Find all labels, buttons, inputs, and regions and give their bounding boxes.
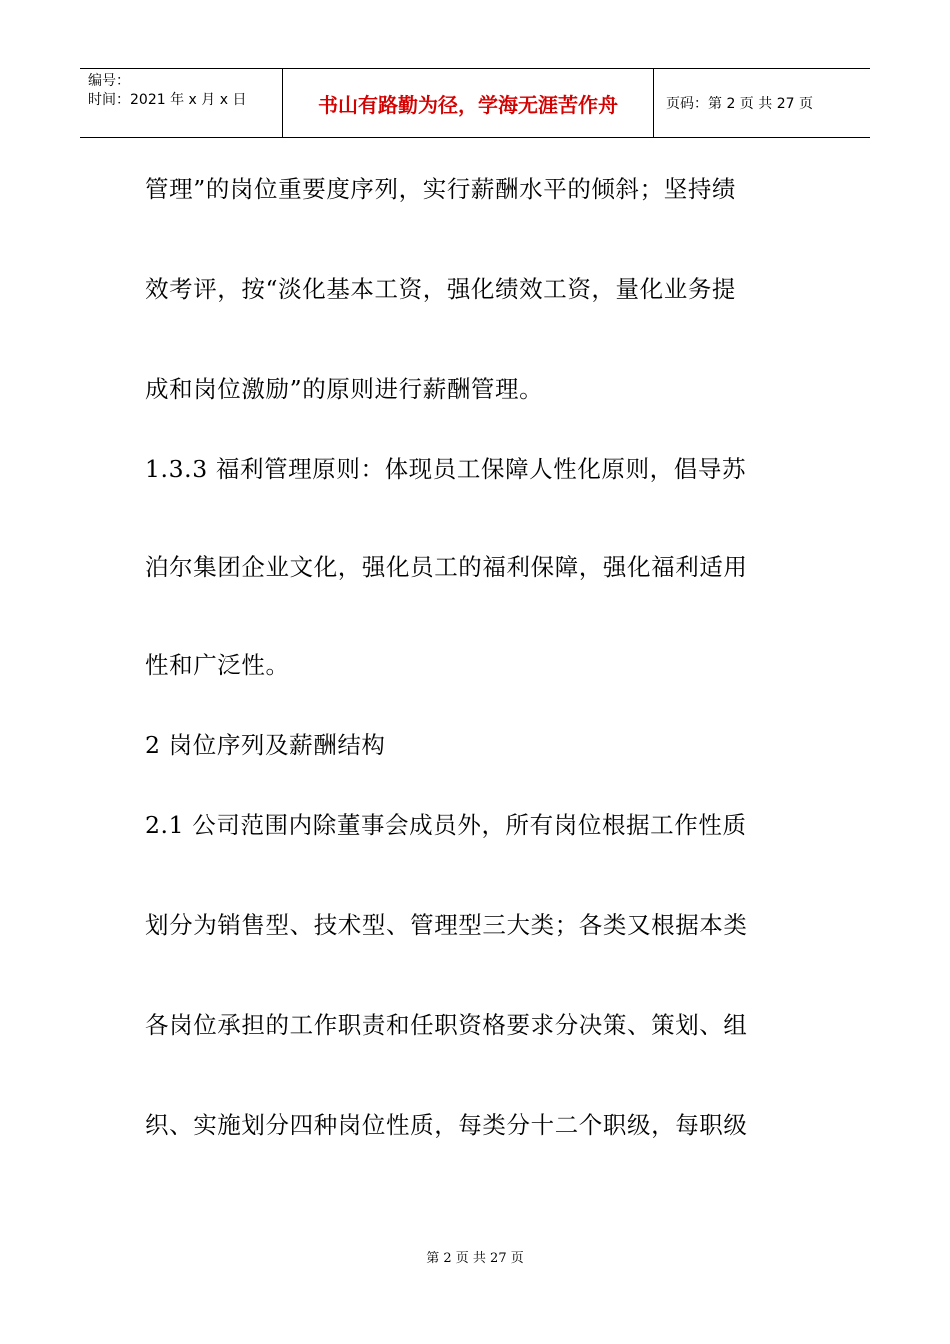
page-header [80, 68, 870, 138]
text-line: 效考评，按“淡化基本工资，强化绩效工资，量化业务提 [145, 275, 737, 303]
document-number-label: 编号： [88, 73, 130, 89]
text-line: 划分为销售型、技术型、管理型三大类；各类又根据本类 [145, 911, 748, 939]
header-meta [80, 69, 283, 137]
text-line: 织、实施划分四种岗位性质，每类分十二个职级，每职级 [145, 1111, 748, 1139]
section-heading: 1.3.3 福利管理原则：体现员工保障人性化原则，倡导苏 [145, 455, 747, 483]
text-line: 泊尔集团企业文化，强化员工的福利保障，强化福利适用 [145, 553, 748, 581]
section-heading: 2 岗位序列及薪酬结构 [145, 731, 386, 759]
page-footer: 第 2 页 共 27 页 [426, 1251, 524, 1266]
header-page-info: 页码：第 2 页 共 27 页 [666, 96, 813, 112]
text-line: 管理”的岗位重要度序列，实行薪酬水平的倾斜；坚持绩 [145, 175, 737, 203]
header-motto: 书山有路勤为径，学海无涯苦作舟 [283, 69, 654, 137]
text-line: 各岗位承担的工作职责和任职资格要求分决策、策划、组 [145, 1011, 748, 1039]
text-line: 性和广泛性。 [145, 651, 290, 679]
text-line: 2.1 公司范围内除董事会成员外，所有岗位根据工作性质 [145, 811, 747, 839]
text-line: 成和岗位激励”的原则进行薪酬管理。 [145, 375, 544, 403]
document-time-label: 时间：2021 年 x 月 x 日 [88, 92, 247, 108]
